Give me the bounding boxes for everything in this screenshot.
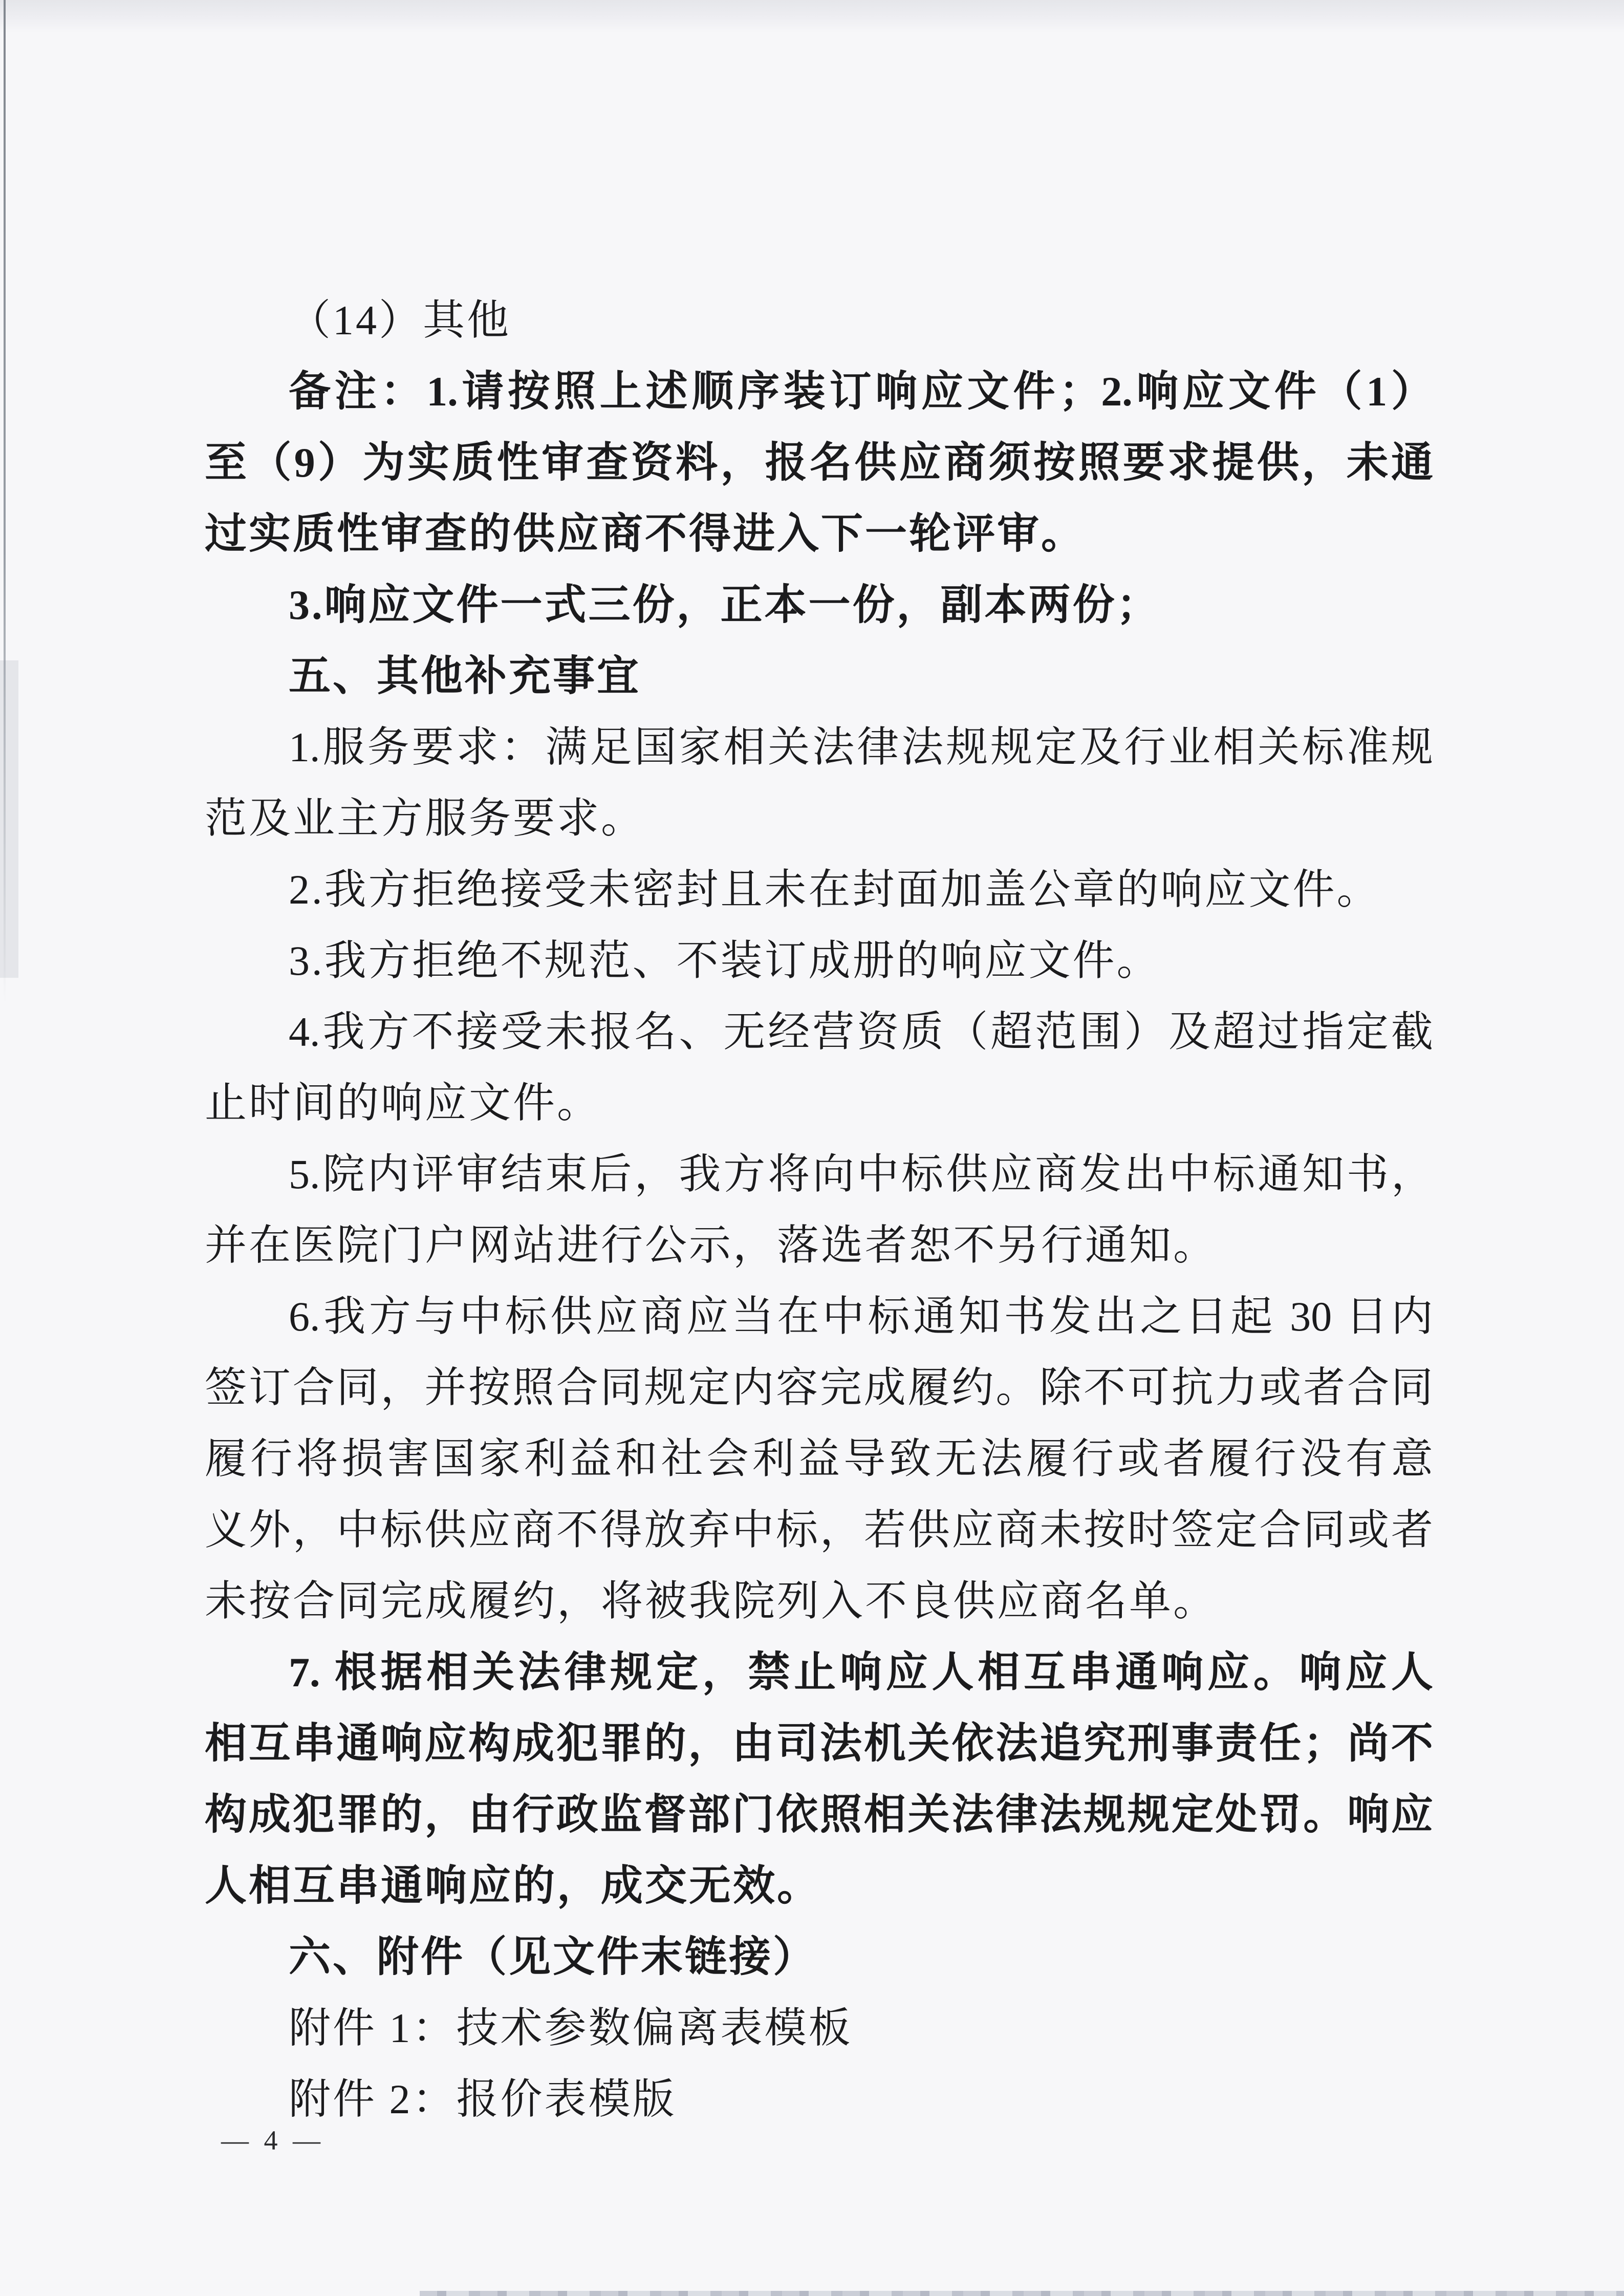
text-line: 人相互串通响应的，成交无效。	[205, 1862, 821, 1909]
text-line: 签订合同，并按照合同规定内容完成履约。除不可抗力或者合同	[205, 1364, 1433, 1411]
text-line: 五、其他补充事宜	[289, 653, 641, 699]
text-line: 附件 2：报价表模版	[289, 2076, 677, 2122]
text-line: 6.我方与中标供应商应当在中标通知书发出之日起 30 日内	[289, 1293, 1433, 1340]
text-line: 范及业主方服务要求。	[205, 795, 645, 842]
text-line: 义外，中标供应商不得放弃中标，若供应商未按时签定合同或者	[205, 1507, 1433, 1553]
text-line: 附件 1：技术参数偏离表模板	[289, 2005, 853, 2051]
text-line: 构成犯罪的，由行政监督部门依照相关法律法规规定处罚。响应	[205, 1791, 1433, 1838]
text-line: 过实质性审查的供应商不得进入下一轮评审。	[205, 510, 1086, 557]
doc-lines	[205, 285, 1433, 2135]
text-line: 至（9）为实质性审查资料，报名供应商须按照要求提供，未通	[205, 439, 1433, 486]
text-line: 相互串通响应构成犯罪的，由司法机关依法追究刑事责任；尚不	[205, 1720, 1433, 1767]
text-line: 六、附件（见文件末链接）	[289, 1934, 817, 1980]
text-line: 1.服务要求：满足国家相关法律法规规定及行业相关标准规	[289, 724, 1433, 770]
text-line: 7. 根据相关法律规定，禁止响应人相互串通响应。响应人	[289, 1649, 1433, 1696]
text-line: 4.我方不接受未报名、无经营资质（超范围）及超过指定截	[289, 1008, 1433, 1055]
text-line: （14）其他	[289, 297, 511, 344]
text-line: 3.响应文件一式三份，正本一份，副本两份；	[289, 582, 1161, 628]
text-line: 2.我方拒绝接受未密封且未在封面加盖公章的响应文件。	[289, 866, 1381, 913]
page-number: — 4 —	[221, 2125, 324, 2156]
scan-top-shadow-band	[0, 0, 1624, 33]
text-line: 3.我方拒绝不规范、不装订成册的响应文件。	[289, 937, 1161, 984]
text-line: 5.院内评审结束后，我方将向中标供应商发出中标通知书，	[289, 1151, 1433, 1197]
scan-bottom-shadow-band	[420, 2291, 1624, 2296]
text-line: 未按合同完成履约，将被我院列入不良供应商名单。	[205, 1578, 1218, 1624]
text-line: 履行将损害国家利益和社会利益导致无法履行或者履行没有意	[205, 1435, 1433, 1482]
text-line: 止时间的响应文件。	[205, 1080, 601, 1126]
text-line: 并在医院门户网站进行公示，落选者恕不另行通知。	[205, 1222, 1218, 1269]
scan-left-smudge	[0, 660, 18, 978]
text-line: 备注：1.请按照上述顺序装订响应文件；2.响应文件（1）	[289, 368, 1433, 415]
